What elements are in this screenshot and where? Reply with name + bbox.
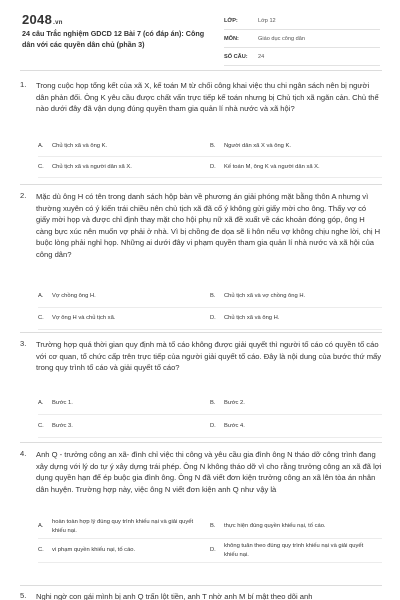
- question-number: 2.: [20, 191, 27, 200]
- option-letter: D.: [210, 315, 216, 322]
- option-text: Bước 1.: [52, 399, 73, 406]
- question-text: Trường hợp quá thời gian quy định mà tố cáo không được giải quyết thì người tố cáo có quyền tố cáo với cơ quan, tổ chức cấp trên trực tiếp của người giải quyết tố cáo. Đây là nội dung của bước thứ mấy trong quy trình tố cáo và giải quyết tố cáo?: [36, 340, 382, 373]
- question-text: Trong cuộc họp tổng kết của xã X, kế toán M từ chối công khai việc thu chi ngân sách nên bị người dân phản đối. Ông K yêu cầu được chất vấn trực tiếp kế toán nhưng bị Chủ tịch xã ngăn cản. Chủ thể nào dưới đây đã vận dụng đúng quyền tham gia quản lí nhà nước và xã hội?: [36, 81, 379, 114]
- divider: [20, 585, 382, 586]
- option-text: Bước 2.: [224, 399, 245, 406]
- option-text: Chủ tịch xã và người dân xã X.: [52, 163, 132, 170]
- meta-row-class: [224, 12, 380, 30]
- option-letter: C.: [38, 163, 44, 170]
- answer-options: [38, 392, 382, 438]
- meta-value: 24: [258, 53, 265, 60]
- option-row: [38, 392, 382, 415]
- option-row: [38, 136, 382, 157]
- option-c[interactable]: [38, 422, 210, 430]
- option-c[interactable]: [38, 546, 210, 554]
- option-a[interactable]: [38, 518, 210, 535]
- option-letter: B.: [210, 399, 216, 406]
- divider: [20, 184, 382, 185]
- option-letter: C.: [38, 315, 44, 322]
- option-letter: B.: [210, 293, 216, 300]
- option-letter: D.: [210, 422, 216, 429]
- option-text: vi phạm quyền khiếu nại, tố cáo.: [52, 547, 136, 554]
- option-letter: A.: [38, 293, 44, 300]
- option-text: Vợ chồng ông H.: [52, 293, 96, 300]
- option-letter: A.: [38, 523, 44, 530]
- document-title: 24 câu Trắc nghiệm GDCD 12 Bài 7 (có đáp án): Công dân với các quyền dân chủ (phần 3): [22, 29, 205, 49]
- question-number: 1.: [20, 80, 27, 89]
- meta-value: Giáo dục công dân: [258, 35, 305, 42]
- option-text: Vợ ông H và chủ tịch xã.: [52, 315, 116, 322]
- meta-row-question-count: [224, 48, 380, 66]
- option-d[interactable]: [210, 314, 382, 322]
- site-logo[interactable]: [22, 12, 63, 27]
- option-d[interactable]: [210, 422, 382, 430]
- option-b[interactable]: [210, 522, 382, 530]
- logo-sub: .vn: [53, 20, 63, 26]
- option-letter: D.: [210, 163, 216, 170]
- question-text: Anh Q - trưởng công an xã- đình chỉ việc thi công và yêu cầu gia đình ông N tháo dỡ công trình đang xây dựng với lý do tự ý xây dựng trái phép. Ông N không tháo dỡ vì cho rằng trưởng công an xã đã lợi dụng quyền hạn để ép buộc gia đình ông. Ông N đã viết đơn kiện trưởng công an xã lên tòa án nhân dân huyện. Trường hợp này, việc ông N viết đơn kiện anh Q như vậy là: [36, 450, 382, 494]
- logo-main: 2048: [22, 12, 53, 27]
- option-letter: A.: [38, 142, 44, 149]
- option-row: [38, 415, 382, 438]
- option-row: [38, 539, 382, 563]
- option-text: Chủ tịch xã và vợ chồng ông H.: [224, 293, 306, 300]
- option-a[interactable]: [38, 292, 210, 300]
- option-d[interactable]: [210, 542, 382, 559]
- option-text: Bước 3.: [52, 422, 73, 429]
- option-b[interactable]: [210, 292, 382, 300]
- page-header: [0, 0, 400, 70]
- question-number: 4.: [20, 449, 27, 458]
- meta-label: LỚP:: [224, 17, 238, 24]
- option-text: Chủ tịch xã và ông H.: [224, 315, 280, 322]
- option-text: Chủ tịch xã và ông K.: [52, 142, 108, 149]
- option-row: [38, 157, 382, 178]
- question-number: 5.: [20, 591, 27, 600]
- option-a[interactable]: [38, 399, 210, 407]
- option-row: [38, 515, 382, 539]
- meta-table: [224, 12, 380, 66]
- option-row: [38, 308, 382, 330]
- option-d[interactable]: [210, 163, 382, 171]
- option-letter: C.: [38, 547, 44, 554]
- option-letter: D.: [210, 547, 216, 554]
- meta-row-subject: [224, 30, 380, 48]
- option-letter: B.: [210, 523, 216, 530]
- meta-label: SỐ CÂU:: [224, 53, 248, 60]
- meta-label: MÔN:: [224, 35, 239, 42]
- divider: [20, 332, 382, 333]
- question-text: Nghi ngờ con gái mình bị anh Q trấn lột tiền, anh T nhờ anh M bí mật theo dõi anh: [36, 592, 313, 600]
- answer-options: [38, 515, 382, 563]
- option-b[interactable]: [210, 142, 382, 150]
- answer-options: [38, 136, 382, 178]
- option-c[interactable]: [38, 163, 210, 171]
- option-letter: B.: [210, 142, 216, 149]
- option-c[interactable]: [38, 314, 210, 322]
- option-text: hoàn toàn hợp lý đúng quy trình khiếu nại và giải quyết khiếu nại.: [52, 519, 194, 534]
- divider: [20, 70, 382, 71]
- option-text: thực hiện đúng quyền khiếu nại, tố cáo.: [224, 523, 326, 530]
- option-text: Bước 4.: [224, 422, 245, 429]
- divider: [20, 442, 382, 443]
- question-text: Mặc dù ông H có tên trong danh sách hộp bàn về phương án giải phóng mặt bằng thôn A nhưng vì thường xuyên có ý kiến trái chiều nên chủ tịch xã đã cố ý không gửi giấy mời cho ông. Thấy vợ có giấy mời họp và được chỉ định thay mặt cho hội phụ nữ xã đề xuất về các khoản đóng góp, ông H càng bực xúc nên muốn vợ phải ở nhà. Vì bị chồng đe dọa sẽ li hôn nếu vợ không chịu nghe lời, chị H buộc lòng phải nghỉ họp. Những ai dưới đây vi phạm quyền tham gia quản lí nhà nước và xã hội của công dân?: [36, 192, 381, 259]
- option-letter: A.: [38, 399, 44, 406]
- question-number: 3.: [20, 339, 27, 348]
- option-text: không tuân theo đúng quy trình khiếu nại và giải quyết khiếu nại.: [224, 543, 364, 558]
- option-text: Kế toán M, ông K và người dân xã X.: [224, 163, 320, 170]
- option-text: Người dân xã X và ông K.: [224, 142, 291, 149]
- option-letter: C.: [38, 422, 44, 429]
- answer-options: [38, 286, 382, 330]
- option-row: [38, 286, 382, 308]
- option-a[interactable]: [38, 142, 210, 150]
- option-b[interactable]: [210, 399, 382, 407]
- meta-value: Lớp 12: [258, 17, 276, 24]
